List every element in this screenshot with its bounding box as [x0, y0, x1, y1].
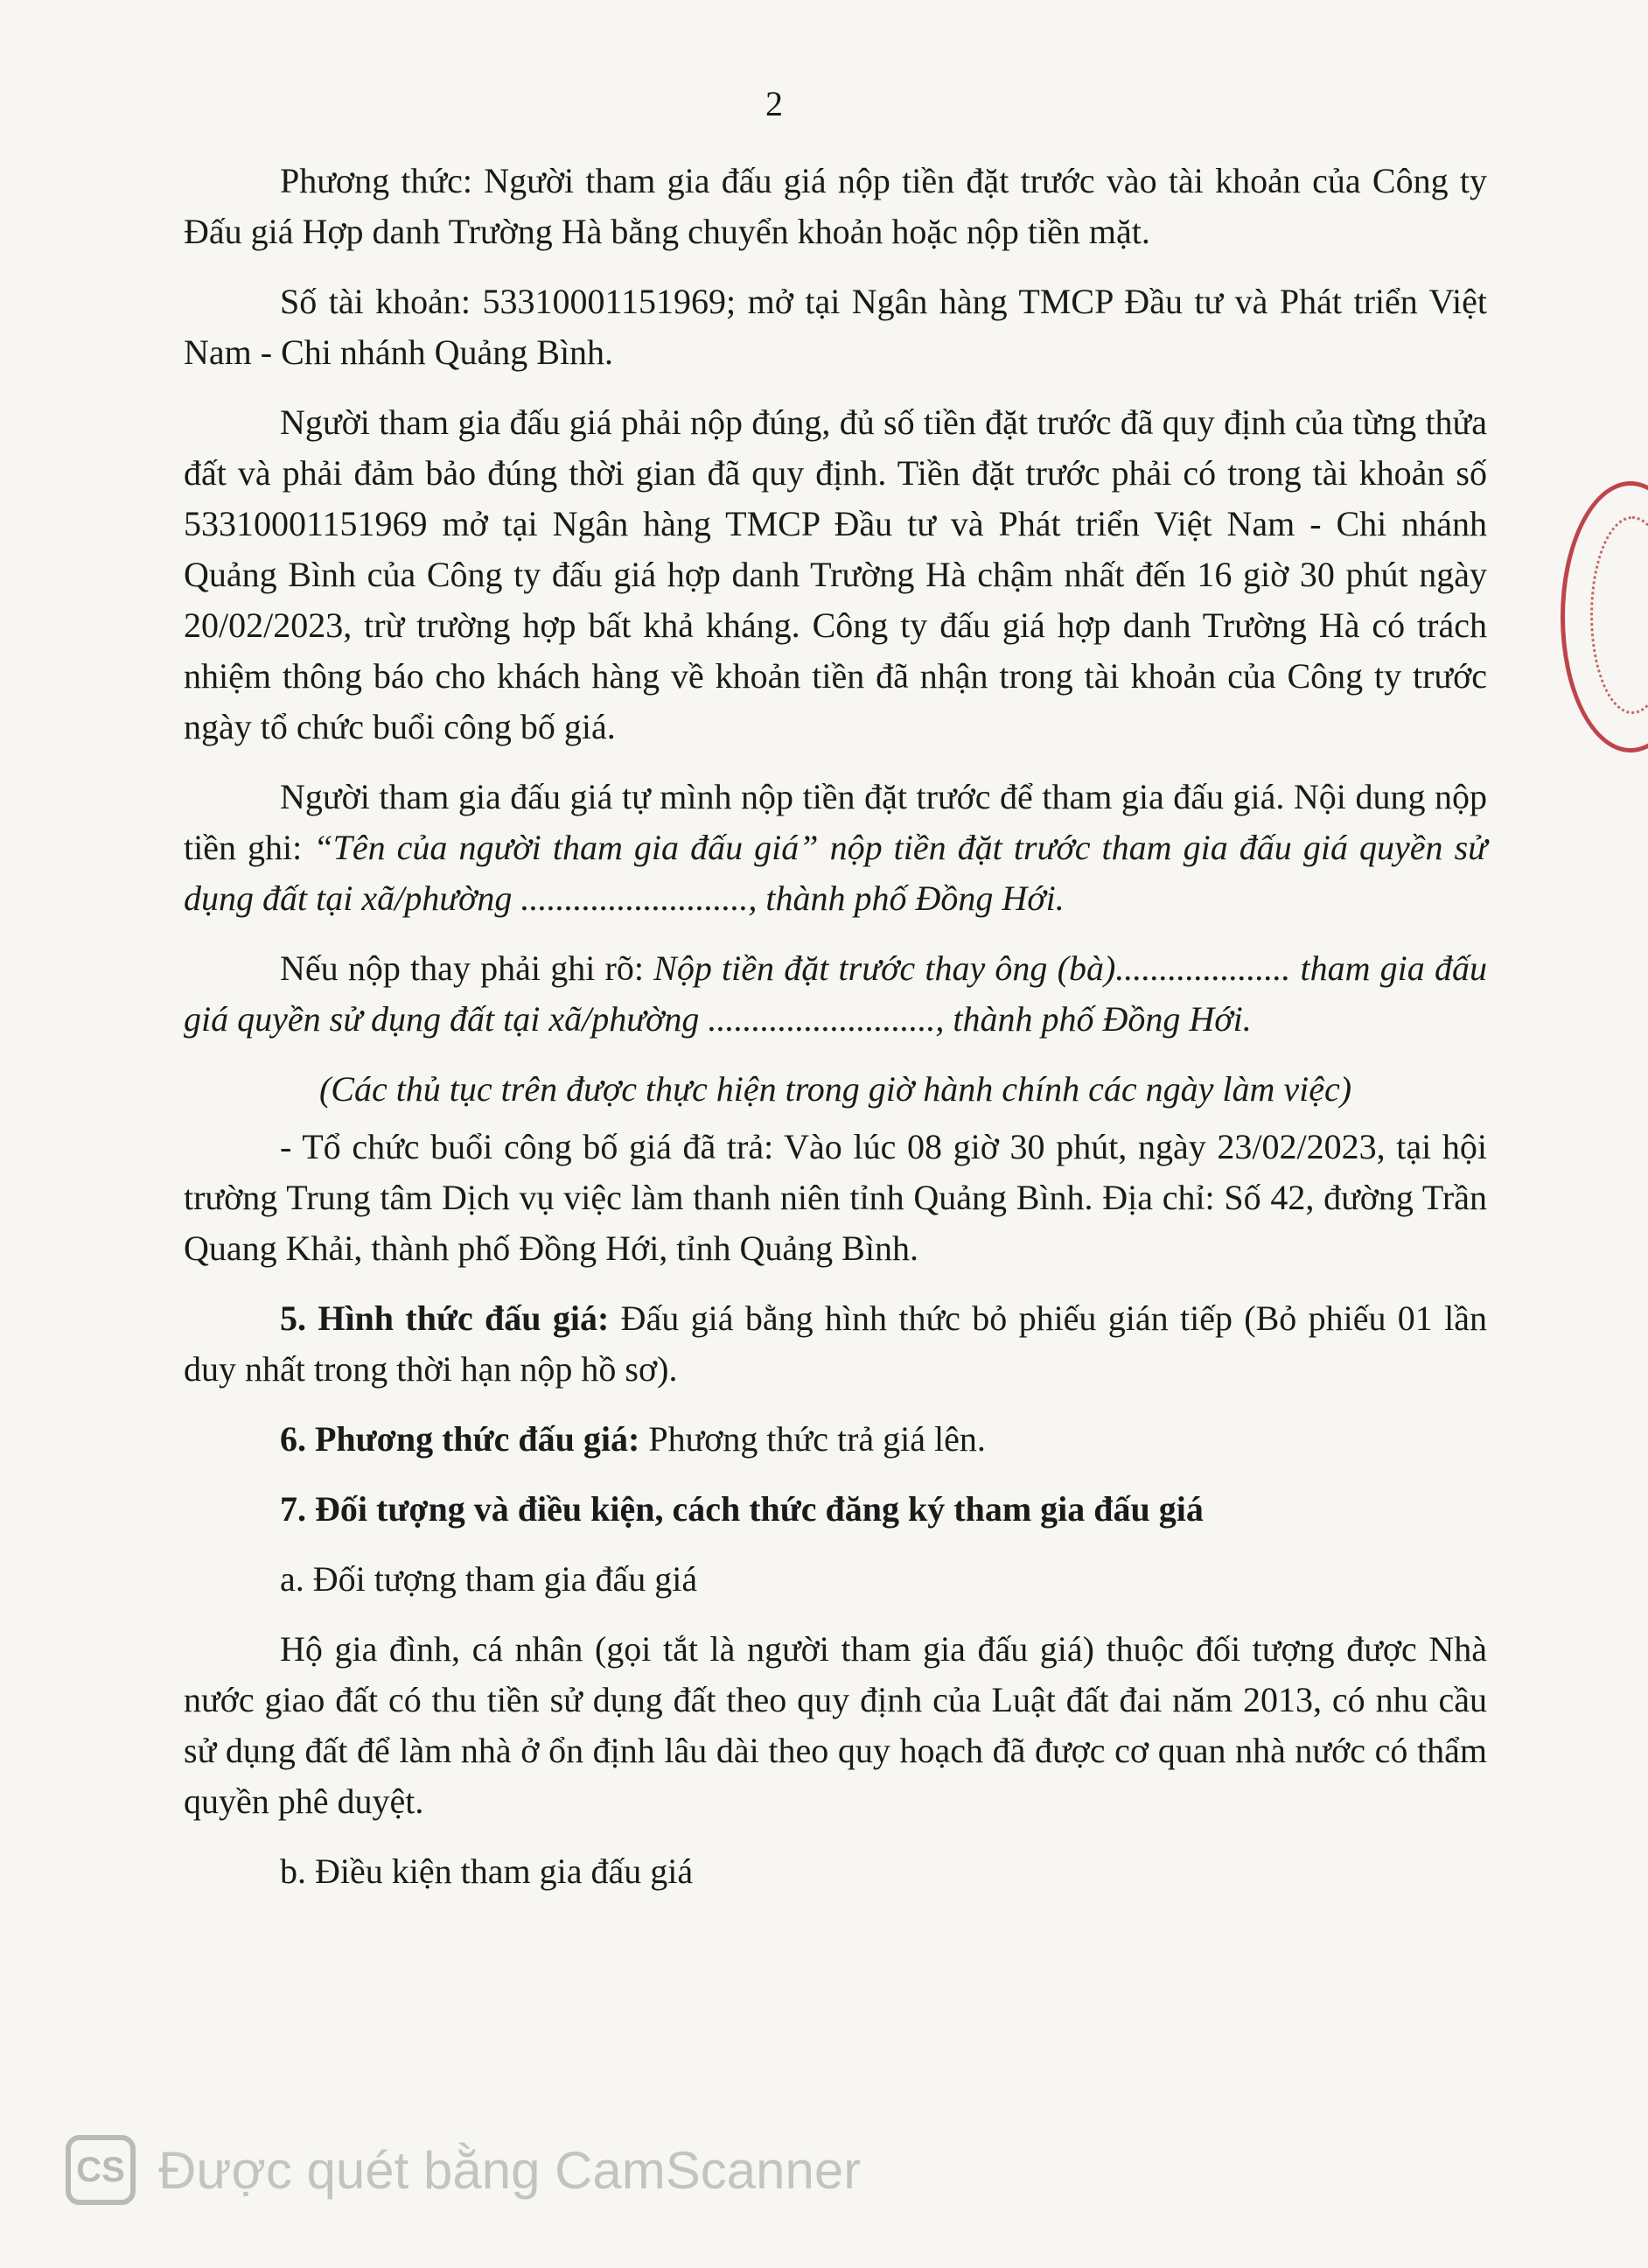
section-7-heading: 7. Đối tượng và điều kiện, cách thức đăng ký tham gia đấu giá: [280, 1489, 1204, 1529]
account-number-paragraph: Số tài khoản: 53310001151969; mở tại Ngân hàng TMCP Đầu tư và Phát triển Việt Nam - Chi nhánh Quảng Bình.: [184, 282, 1487, 372]
price-announcement-paragraph: - Tổ chức buổi công bố giá đã trả: Vào lúc 08 giờ 30 phút, ngày 23/02/2023, tại hội trường Trung tâm Dịch vụ việc làm thanh niên tỉnh Quảng Bình. Địa chỉ: Số 42, đường Trần Quang Khải, thành phố Đồng Hới, tỉnh Quảng Bình.: [184, 1127, 1487, 1268]
deposit-content-paragraph: [184, 772, 1487, 924]
deposit-content-label: Người tham gia đấu giá tự mình nộp tiền đặt trước để tham gia đấu giá. Nội dung nộp tiền ghi:: [184, 777, 1487, 867]
section-5: [184, 1293, 1487, 1395]
section-6-heading: 6. Phương thức đấu giá:: [280, 1419, 640, 1459]
section-6: [184, 1414, 1487, 1465]
payment-method-paragraph: Phương thức: Người tham gia đấu giá nộp tiền đặt trước vào tài khoản của Công ty Đấu giá Hợp danh Trường Hà bằng chuyển khoản hoặc nộp tiền mặt.: [184, 161, 1487, 251]
proxy-deposit-paragraph: [184, 943, 1487, 1045]
section-5-body: Đấu giá bằng hình thức bỏ phiếu gián tiếp (Bỏ phiếu 01 lần duy nhất trong thời hạn nộp hồ sơ).: [184, 1298, 1488, 1389]
section-7a-heading: a. Đối tượng tham gia đấu giá: [280, 1559, 698, 1599]
proxy-deposit-template: Nộp tiền đặt trước thay ông (bà).................... tham gia đấu giá quyền sử dụng đất tại xã/phường .........................., thành phố Đồng Hới.: [184, 948, 1487, 1039]
office-hours-note: (Các thủ tục trên được thực hiện trong giờ hành chính các ngày làm việc): [318, 1069, 1352, 1109]
section-7b-heading: b. Điều kiện tham gia đấu giá: [280, 1852, 694, 1891]
section-6-body: Phương thức trả giá lên.: [639, 1419, 986, 1459]
camscanner-logo-icon: CS: [66, 2135, 136, 2205]
eligible-participants-paragraph: Hộ gia đình, cá nhân (gọi tắt là người tham gia đấu giá) thuộc đối tượng được Nhà nước giao đất có thu tiền sử dụng đất theo quy định của Luật đất đai năm 2013, có nhu cầu sử dụng đất để làm nhà ở ổn định lâu dài theo quy hoạch đã được cơ quan nhà nước có thẩm quyền phê duyệt.: [184, 1629, 1487, 1821]
camscanner-watermark: [66, 2135, 861, 2205]
deposit-content-template: “Tên của người tham gia đấu giá” nộp tiền đặt trước tham gia đấu giá quyền sử dụng đất tại xã/phường .........................., thành phố Đồng Hới.: [184, 828, 1487, 918]
deposit-rules-paragraph: Người tham gia đấu giá phải nộp đúng, đủ số tiền đặt trước đã quy định của từng thửa đất và phải đảm bảo đúng thời gian đã quy định. Tiền đặt trước phải có trong tài khoản số 53310001151969 mở tại Ngân hàng TMCP Đầu tư và Phát triển Việt Nam - Chi nhánh Quảng Bình của Công ty đấu giá hợp danh Trường Hà chậm nhất đến 16 giờ 30 phút ngày 20/02/2023, trừ trường hợp bất khả kháng. Công ty đấu giá hợp danh Trường Hà có trách nhiệm thông báo cho khách hàng về khoản tiền đã nhận trong tài khoản của Công ty trước ngày tổ chức buổi công bố giá.: [184, 402, 1487, 746]
watermark-text: Được quét bằng CamScanner: [158, 2140, 862, 2200]
page-number: 2: [765, 84, 783, 123]
proxy-deposit-label: Nếu nộp thay phải ghi rõ:: [280, 948, 654, 988]
section-5-heading: 5. Hình thức đấu giá:: [280, 1298, 610, 1338]
document-page: [184, 79, 1487, 1916]
